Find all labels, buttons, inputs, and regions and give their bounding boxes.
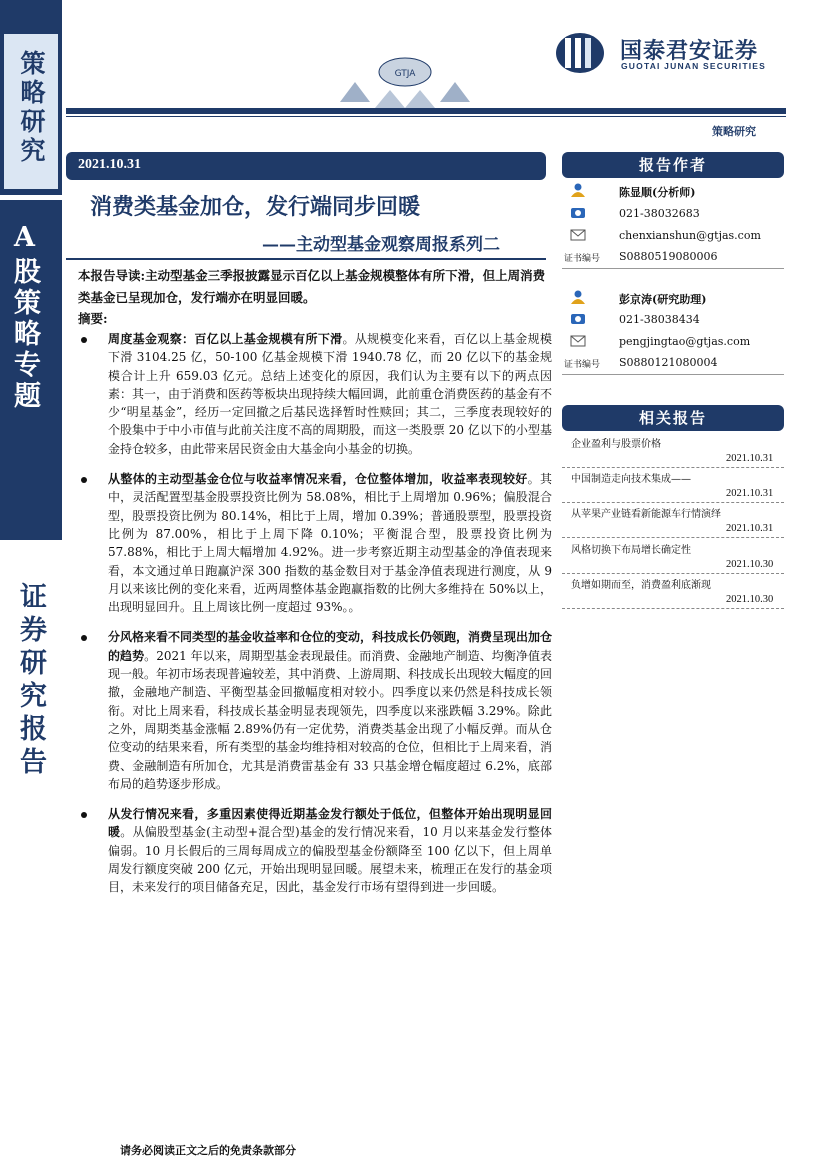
report-subtitle: ——主动型基金观察周报系列二 bbox=[262, 235, 500, 255]
related-separator bbox=[562, 608, 784, 610]
bullet-text: 。2021 年以来，周期型基金表现最佳。而消费、金融地产制造、均衡净值表现一般。年初市场表现普遍较差，其中消费、上游周期、科技成长出现较大幅度的回撤，金融地产制造、平衡型基金回撤幅度相对较小。四季度以来仍然是科技成长领衔。对比上周来看，科技成长基金明显表现领先，四季度以来涨跌幅 3.29%。除此之外，周期类基金涨幅 2.89%仍有一定优势，消费类基金出现了小幅反弹。而从仓位变动的结果来看，所有类型的基金均维持相对较高的仓位，但相比于上周来看，消费、金融制造有所加仓，尤其是消费雷基金有 33 只基金增仓幅度超过 6.2%，底部布局的趋势逐步形成。 bbox=[108, 648, 553, 791]
phone-icon bbox=[570, 312, 586, 326]
report-title: 消费类基金加仓，发行端同步回暖 bbox=[90, 194, 421, 220]
sidebar-top-text: 策略研究 bbox=[17, 50, 46, 166]
summary-label: 摘要: bbox=[78, 311, 108, 326]
company-name-cn: 国泰君安证券 bbox=[620, 39, 759, 64]
bullet-lead: 分风格来看不同类型的基金收益率和仓位的变动，科技成长仍领跑，消费呈现出加仓的趋势 bbox=[108, 630, 553, 663]
report-intro: 本报告导读:主动型基金三季报披露显示百亿以上基金规模整体有所下滑，但上周消费类基金已呈现加仓，发行端亦在明显回暖。 bbox=[78, 268, 546, 305]
related-separator bbox=[562, 502, 784, 504]
author-separator bbox=[562, 374, 784, 375]
bullet-dot-icon bbox=[81, 337, 87, 343]
related-separator bbox=[562, 537, 784, 539]
related-report-date: 2021.10.31 bbox=[726, 488, 774, 499]
bullet-item bbox=[78, 470, 552, 616]
cert-label: 证书编号 bbox=[564, 254, 601, 264]
bullet-dot-icon bbox=[81, 635, 87, 641]
related-report-date: 2021.10.30 bbox=[726, 594, 774, 605]
email-icon bbox=[570, 228, 586, 242]
author-phone: 021-38038434 bbox=[619, 313, 700, 326]
author-email: chenxianshun@gtjas.com bbox=[619, 229, 761, 242]
author-email: pengjingtao@gtjas.com bbox=[619, 335, 751, 348]
bullet-text: 。从规模变化来看，百亿以上基金规模下滑 3104.25 亿，50-100 亿基金规模下滑 1940.78 亿，而 20 亿以下的基金规模合计上升 659.03 亿元。总结上述变化的原因，我们认为主要有以下的两点因素：其一，由于消费和医药等板块出现持续大幅回调，此前重仓消费医药的基金有不少“明星基金”，经历一定回撤之后基民选择暂时性赎回；其二，三季度表现较好的个股集中于中小市值与此前关注度不高的周期股，而这一类股票 20 亿以下的小型基金持仓较多，由此带来居民资金由大基金向小基金的切换。 bbox=[108, 332, 553, 456]
bullet-item bbox=[78, 330, 552, 458]
author-cert: S0880121080004 bbox=[619, 356, 718, 369]
sidebar-bottom-text: 证券研究报告 bbox=[15, 582, 46, 780]
bullet-dot-icon bbox=[81, 812, 87, 818]
bullet-item bbox=[78, 805, 552, 896]
bullet-lead: 从整体的主动型基金仓位与收益率情况来看，仓位整体增加，收益率表现较好 bbox=[108, 472, 528, 487]
bullet-dot-icon bbox=[81, 477, 87, 483]
title-rule bbox=[66, 258, 546, 260]
header-rule bbox=[66, 108, 786, 114]
header-rule-thin bbox=[66, 116, 786, 117]
author-cert: S0880519080006 bbox=[619, 250, 718, 263]
svg-text:GTJA: GTJA bbox=[394, 69, 416, 79]
company-name-en: GUOTAI JUNAN SECURITIES bbox=[621, 61, 767, 71]
email-icon bbox=[570, 334, 586, 348]
phone-icon bbox=[570, 206, 586, 220]
bullet-text: 。从偏股型基金(主动型+混合型)基金的发行情况来看，10 月以来基金发行整体偏弱。10 月长假后的三周每周成立的偏股型基金份额降至 100 亿以下，但上周单周发行额度突破 200 亿元，开始出现明显回暖。展望未来，梳理正在发行的基金项目，未来发行的项目储备充足，因此，基金发行市场有望得到进一步回暖。 bbox=[108, 825, 552, 895]
footer-disclaimer: 请务必阅读正文之后的免责条款部分 bbox=[120, 1144, 296, 1157]
summary-bullets bbox=[78, 330, 552, 909]
company-logo-icon bbox=[555, 32, 605, 74]
bullet-lead: 周度基金观察：百亿以上基金规模有所下滑 bbox=[108, 332, 343, 346]
related-report-title[interactable]: 中国制造走向技术集成—— bbox=[571, 474, 691, 485]
related-separator bbox=[562, 573, 784, 575]
related-header: 相关报告 bbox=[562, 405, 784, 431]
related-report-date: 2021.10.31 bbox=[726, 523, 774, 534]
related-report-title[interactable]: 负增如期而至，消费盈利底渐现 bbox=[571, 580, 711, 591]
author-name: 陈显顺(分析师) bbox=[619, 186, 696, 199]
bullet-text: 。其中，灵活配置型基金股票投资比例为 58.08%，相比于上周增加 0.96%；偏股混合型，股票投资比例为 80.14%，相比于上周，增加 0.39%；普通股票型，股票投资比例为 87.00%，相比于上周下降 0.10%；平衡混合型，股票投资比例为 57.88%，相比于上周大幅增加 4.92%。进一步考察近期主动型基金的净值表现来看，本文通过单日跑赢沪深 300 指数的基金数目对于基金净值表现进行测度，从 9 月以来该比例的变化来看，近两周整体基金跑赢指数的比例大多维持在 50%以上，出现明显回升。且上周该比例一度超过 93%。。 bbox=[108, 472, 552, 615]
author-name: 彭京涛(研究助理) bbox=[619, 293, 707, 306]
person-icon bbox=[570, 183, 586, 197]
person-icon bbox=[570, 290, 586, 304]
author-separator bbox=[562, 268, 784, 269]
related-report-date: 2021.10.31 bbox=[726, 453, 774, 464]
authors-header: 报告作者 bbox=[562, 152, 784, 178]
related-report-date: 2021.10.30 bbox=[726, 559, 774, 570]
related-report-title[interactable]: 企业盈利与股票价格 bbox=[571, 439, 661, 450]
report-date: 2021.10.31 bbox=[78, 157, 141, 172]
related-report-title[interactable]: 从苹果产业链看新能源车行情演绎 bbox=[571, 509, 721, 520]
related-report-title[interactable]: 风格切换下布局增长确定性 bbox=[571, 545, 691, 556]
header-ornament-icon bbox=[300, 52, 510, 116]
author-phone: 021-38032683 bbox=[619, 207, 700, 220]
related-separator bbox=[562, 467, 784, 469]
section-label: 策略研究 bbox=[712, 125, 756, 138]
sidebar-mid-text: A股策略专题 bbox=[9, 222, 40, 412]
bullet-item bbox=[78, 628, 552, 793]
bullet-lead: 从发行情况来看，多重因素使得近期基金发行额处于低位，但整体开始出现明显回暖 bbox=[108, 807, 552, 840]
cert-label: 证书编号 bbox=[564, 360, 601, 370]
